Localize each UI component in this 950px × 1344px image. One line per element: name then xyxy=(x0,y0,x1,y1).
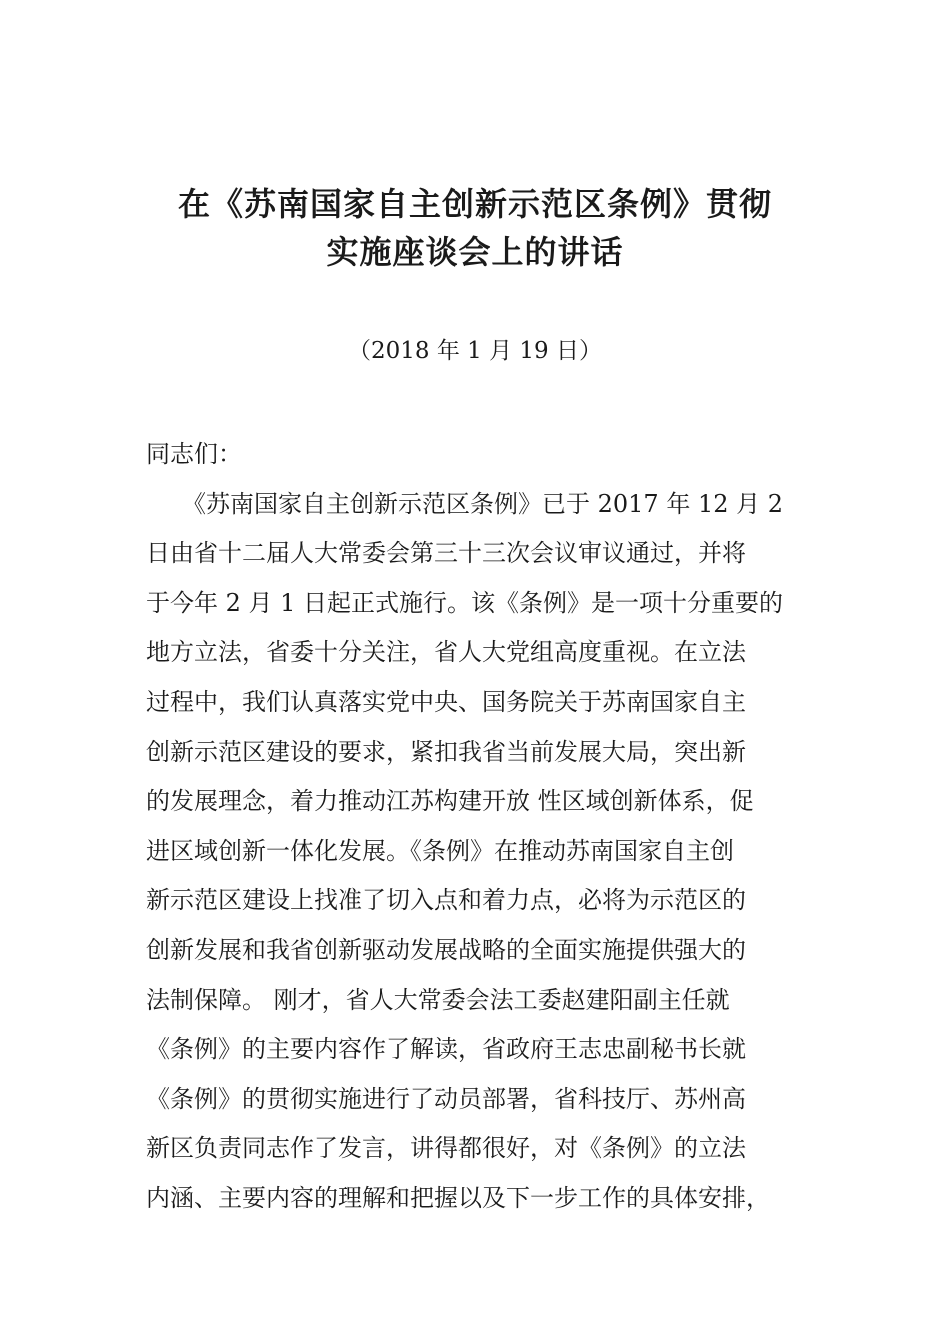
body-line: 日由省十二届人大常委会第三十三次会议审议通过，并将 xyxy=(146,539,746,568)
body-line: 创新示范区建设的要求，紧扣我省当前发展大局，突出新 xyxy=(146,737,746,766)
body-line: 内涵、主要内容的理解和把握以及下一步工作的具体安排， xyxy=(146,1183,770,1212)
greeting: 同志们： xyxy=(146,440,242,468)
body-line: 创新发展和我省创新驱动发展战略的全面实施提供强大的 xyxy=(146,935,746,964)
document-title-line-2: 实施座谈会上的讲话 xyxy=(326,233,624,271)
body-line: 《条例》的贯彻实施进行了动员部署，省科技厅、苏州高 xyxy=(146,1084,746,1113)
body-line: 于今年 2 月 1 日起正式施行。该《条例》是一项十分重要的 xyxy=(146,588,784,617)
body-line: 新区负责同志作了发言，讲得都很好，对《条例》的立法 xyxy=(146,1134,746,1163)
body-line: 的发展理念，着力推动江苏构建开放 性区域创新体系，促 xyxy=(146,787,754,816)
document-body xyxy=(146,430,826,1224)
body-line: 地方立法，省委十分关注，省人大党组高度重视。在立法 xyxy=(146,638,746,667)
speech-date: （2018 年 1 月 19 日） xyxy=(348,338,602,364)
document-title-line-1: 在《苏南国家自主创新示范区条例》贯彻 xyxy=(177,185,772,223)
body-line: 法制保障。 刚才，省人大常委会法工委赵建阳副主任就 xyxy=(146,985,730,1014)
body-line: 《苏南国家自主创新示范区条例》已于 2017 年 12 月 2 xyxy=(146,489,784,518)
body-line: 进区域创新一体化发展。《条例》在推动苏南国家自主创 xyxy=(146,836,734,865)
body-line: 新示范区建设上找准了切入点和着力点，必将为示范区的 xyxy=(146,886,746,915)
body-line: 过程中，我们认真落实党中央、国务院关于苏南国家自主 xyxy=(146,687,746,716)
body-line: 《条例》的主要内容作了解读，省政府王志忠副秘书长就 xyxy=(146,1035,746,1064)
